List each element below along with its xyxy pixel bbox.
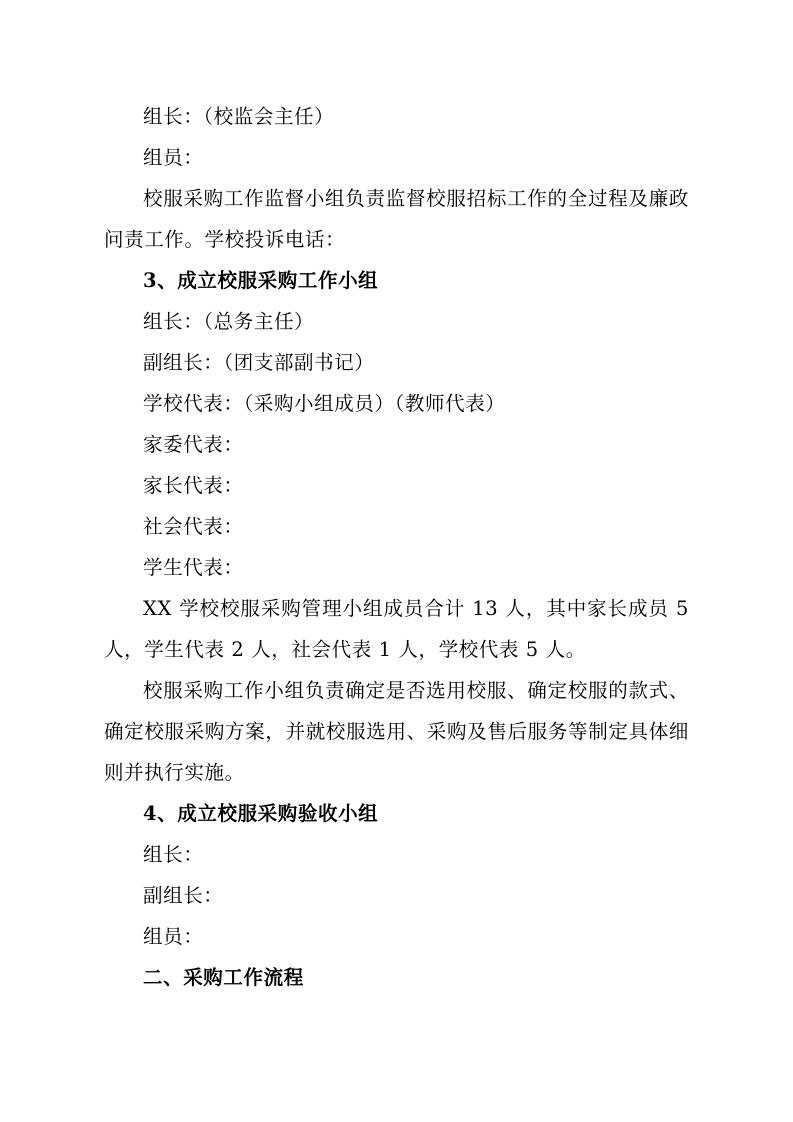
paragraph-group-leader: 组长：（校监会主任）: [143, 105, 335, 128]
paragraph-group-members: 组员：: [143, 146, 204, 169]
paragraph-parent-committee-representative: 家委代表：: [143, 433, 244, 456]
paragraph-supervision-duty: 校服采购工作监督小组负责监督校服招标工作的全过程及廉政问责工作。学校投诉电话：: [104, 187, 689, 251]
document-body: [104, 96, 689, 998]
paragraph-acceptance-leader: 组长：: [143, 843, 204, 866]
paragraph-acceptance-deputy-leader: 副组长：: [143, 884, 224, 907]
heading-section-2: 二、采购工作流程: [143, 966, 304, 989]
paragraph-school-representative: 学校代表：（采购小组成员）（教师代表）: [143, 392, 506, 415]
paragraph-social-representative: 社会代表：: [143, 515, 244, 538]
paragraph-procurement-deputy-leader: 副组长：（团支部副书记）: [143, 351, 375, 374]
paragraph-parent-representative: 家长代表：: [143, 474, 244, 497]
heading-item-3: 3、成立校服采购工作小组: [143, 269, 379, 292]
heading-item-4: 4、成立校服采购验收小组: [143, 802, 379, 825]
paragraph-acceptance-members: 组员：: [143, 925, 204, 948]
paragraph-procurement-leader: 组长：（总务主任）: [143, 310, 315, 333]
paragraph-member-counts: XX 学校校服采购管理小组成员合计 13 人，其中家长成员 5 人，学生代表 2 人，社会代表 1 人，学校代表 5 人。: [104, 597, 689, 661]
paragraph-procurement-duties: 校服采购工作小组负责确定是否选用校服、确定校服的款式、确定校服采购方案，并就校服选用、采购及售后服务等制定具体细则并执行实施。: [104, 679, 689, 784]
paragraph-student-representative: 学生代表：: [143, 556, 244, 579]
